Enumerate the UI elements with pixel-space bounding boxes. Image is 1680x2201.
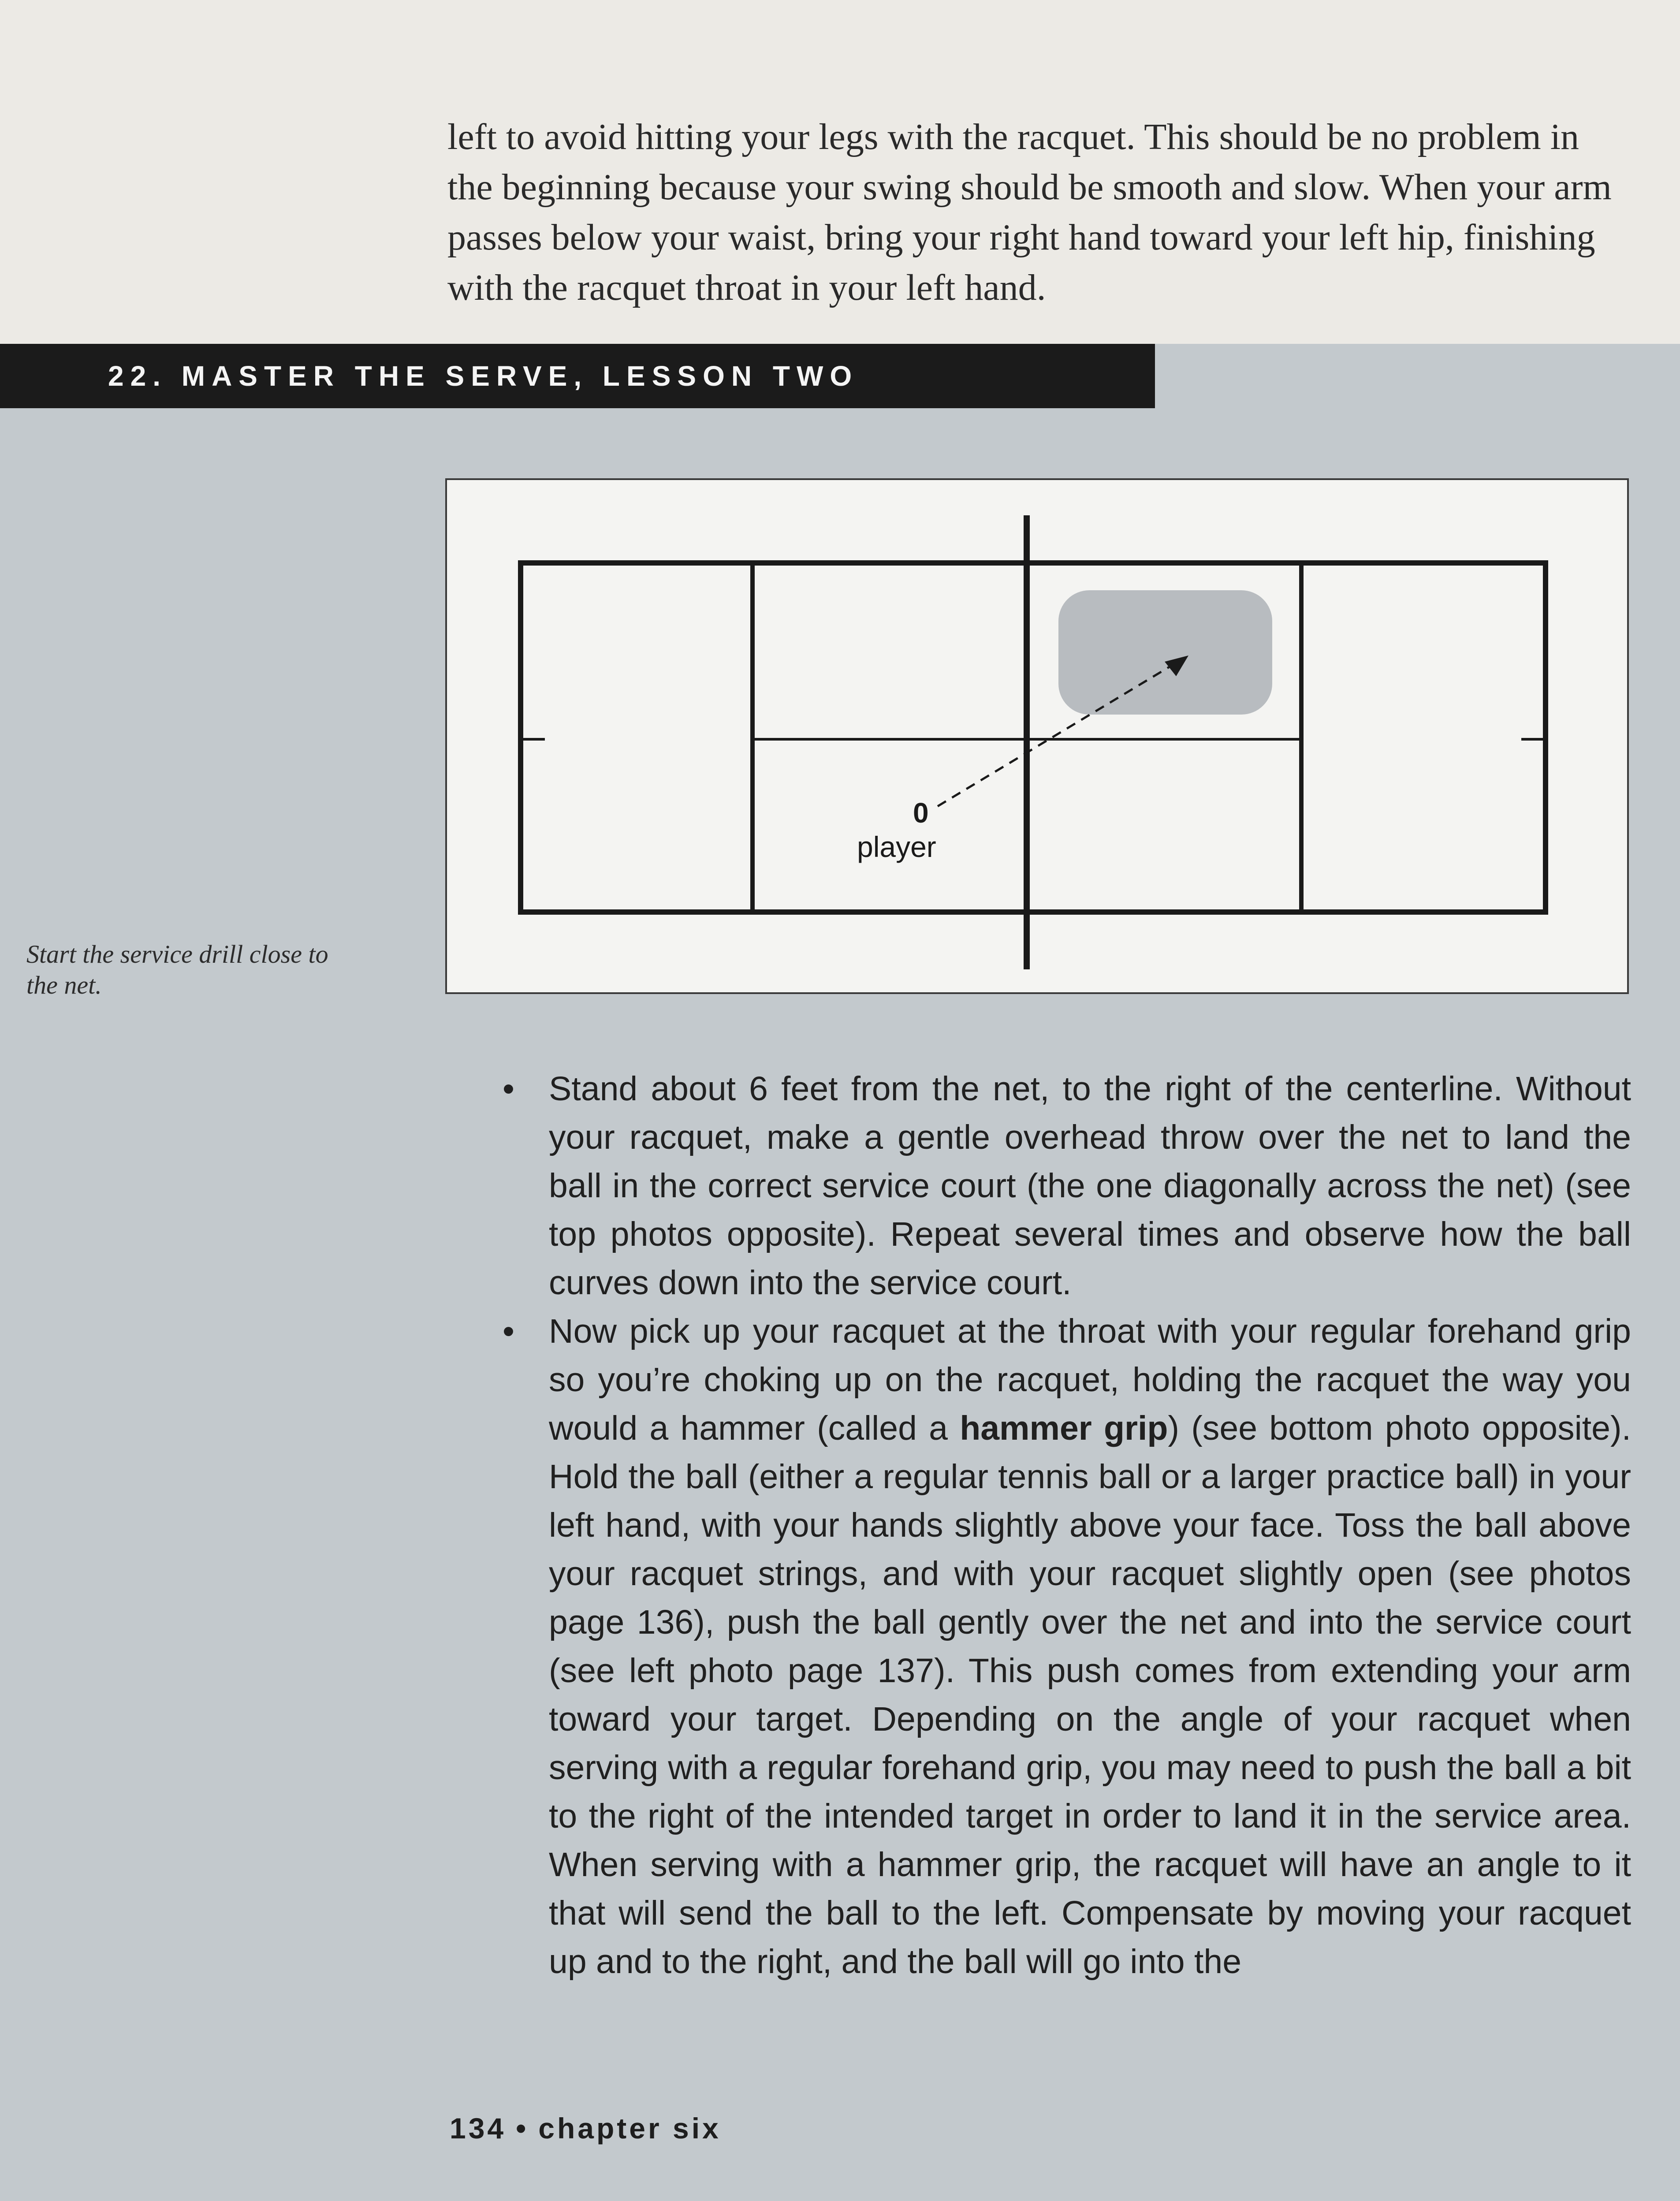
list-item — [503, 1065, 1631, 1307]
player-label: player — [857, 830, 936, 863]
chapter-label: chapter six — [538, 2112, 721, 2145]
court-diagram-svg — [447, 480, 1631, 996]
list-item-text-continued: ) (see bottom photo opposite). Hold the ball (either a regular tennis ball or a larger practice ball) in your left hand, with your hands slightly above your face. Toss the ball above your racquet strings, and with your racquet slightly open (see photos page 136), push the ball gently over the net and into the service court (see left photo page 137). This push comes from extending your arm toward your target. Depending on the angle of your racquet when serving with a regular forehand grip, you may need to push the ball a bit to the right of the intended target in order to land it in the service area. When serving with a hammer grip, the racquet will have an angle to it that will send the ball to the left. Compensate by moving your racquet up and to the right, and the ball will go into the — [549, 1409, 1631, 1981]
bullet: • — [503, 1312, 514, 1350]
list-item-text: Stand about 6 feet from the net, to the right of the centerline. Without your racquet, make a gentle overhead throw over the net to land the ball in the correct service court (the one diagonally across the net) (see top photos opposite). Repeat several times and observe how the ball curves down into the service court. — [549, 1070, 1631, 1302]
term-hammer-grip: hammer grip — [960, 1409, 1168, 1447]
court-diagram — [445, 478, 1629, 994]
bullet: • — [503, 1070, 514, 1108]
footer-separator: • — [516, 2112, 529, 2145]
court-outline — [521, 563, 1546, 912]
figure-caption: Start the service drill close to the net. — [26, 940, 328, 999]
player-marker: 0 — [913, 797, 929, 829]
page-number: 134 — [450, 2112, 507, 2145]
target-zone — [1058, 590, 1272, 715]
instruction-list — [503, 1065, 1631, 1986]
intro-paragraph: left to avoid hitting your legs with the racquet. This should be no problem in the beginning because your swing should be smooth and slow. When your arm passes below your waist, bring your right hand toward your left hip, finishing with the racquet throat in your left hand. — [447, 116, 1612, 308]
section-banner — [0, 344, 1155, 408]
page-footer — [450, 2112, 731, 2145]
section-title: 22. MASTER THE SERVE, LESSON TWO — [108, 360, 859, 392]
list-item — [503, 1307, 1631, 1986]
list-item-text: Now pick up your racquet at the throat with your regular forehand grip so you’re choking up on the racquet, holding the racquet the way you would a hammer (called a — [549, 1312, 1631, 1447]
